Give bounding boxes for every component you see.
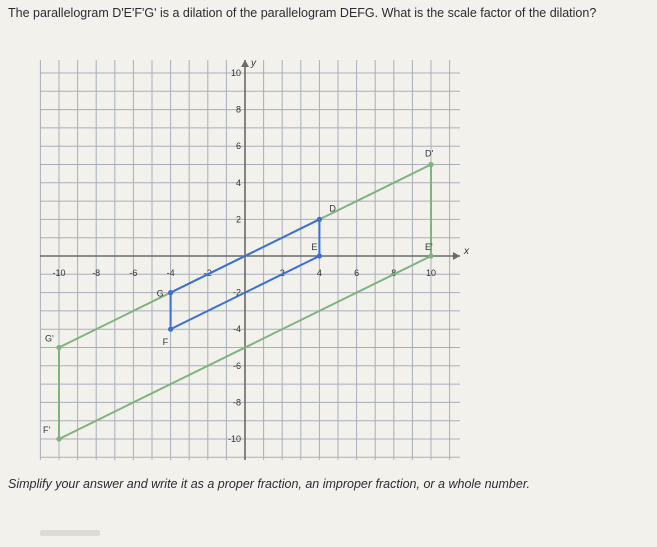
y-axis-label: y (251, 58, 256, 69)
original-parallelogram-vertex-label: F (162, 337, 169, 348)
x-tick-label: -6 (129, 268, 138, 278)
image-parallelogram-vertex (428, 162, 433, 167)
x-tick-label: -4 (166, 268, 175, 278)
original-parallelogram-vertex-label: G (156, 288, 164, 299)
answer-input-hint[interactable] (40, 530, 100, 536)
image-parallelogram-vertex (56, 436, 61, 441)
x-tick-label: -10 (52, 268, 66, 278)
y-tick-label: 2 (235, 214, 241, 225)
original-parallelogram-vertex (168, 327, 173, 332)
x-tick-label: 2 (279, 268, 285, 278)
original-parallelogram-vertex (168, 290, 173, 295)
y-tick-label: 10 (230, 68, 241, 78)
image-parallelogram-vertex-label: G' (45, 333, 54, 344)
image-parallelogram-vertex (56, 345, 61, 350)
x-axis-label: x (464, 246, 469, 257)
y-tick-label: 8 (235, 104, 241, 115)
x-tick-label: -8 (92, 268, 101, 278)
image-parallelogram-vertex (428, 253, 433, 258)
x-axis-arrow (453, 252, 460, 260)
y-tick-label: -8 (232, 397, 241, 408)
answer-instruction: Simplify your answer and write it as a proper fraction, an improper fraction, or a whole number. (8, 477, 530, 491)
question-text: The parallelogram D'E'F'G' is a dilation of the parallelogram DEFG. What is the scale factor of the dilation? (8, 6, 597, 20)
x-tick-label: 4 (316, 268, 322, 278)
image-parallelogram-vertex-label: D' (425, 148, 434, 159)
image-parallelogram-vertex-label: F' (43, 425, 51, 435)
y-tick-label: -4 (232, 324, 241, 335)
y-tick-label: -10 (227, 434, 241, 444)
original-parallelogram-vertex-label: E (311, 242, 318, 252)
original-parallelogram-vertex (317, 217, 322, 222)
x-tick-label: 8 (391, 268, 397, 278)
x-tick-label: -2 (203, 268, 212, 278)
y-axis-arrow (241, 60, 249, 67)
x-tick-label: 10 (425, 268, 437, 278)
original-parallelogram-vertex (317, 253, 322, 258)
x-tick-label: 6 (354, 268, 360, 278)
y-tick-label: 4 (235, 177, 241, 188)
y-tick-label: -2 (232, 287, 241, 298)
y-tick-label: -6 (232, 360, 241, 371)
y-tick-label: 6 (235, 141, 241, 152)
image-parallelogram-vertex-label: E' (425, 242, 433, 252)
original-parallelogram-vertex-label: D (329, 203, 336, 214)
